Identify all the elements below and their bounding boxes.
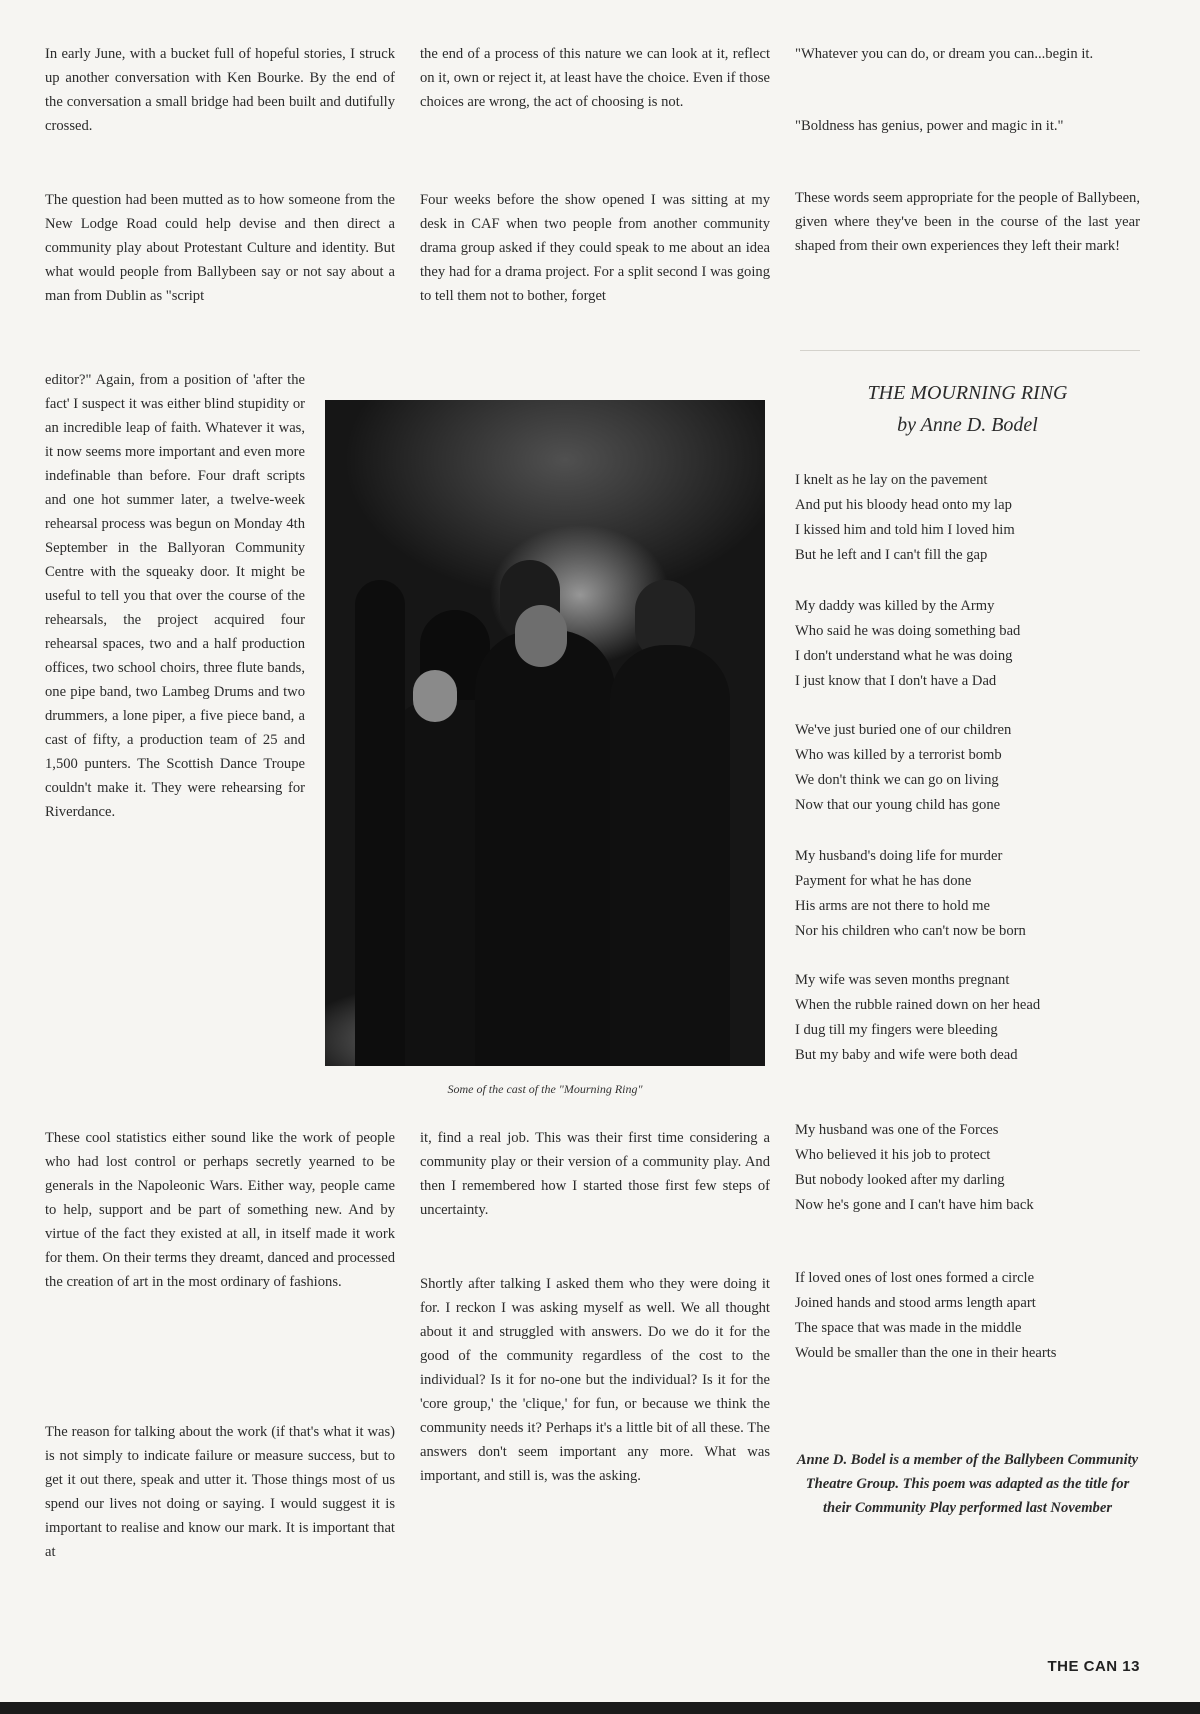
cast-figure <box>610 645 730 1066</box>
cast-figure <box>475 630 615 1066</box>
poem-line: My wife was seven months pregnant <box>795 972 1010 988</box>
cast-photo <box>325 400 765 1066</box>
cast-figure <box>355 580 405 1066</box>
poem-line: The space that was made in the middle <box>795 1320 1022 1336</box>
poem-line: My husband was one of the Forces <box>795 1122 999 1138</box>
poem-line: And put his bloody head onto my lap <box>795 497 1012 513</box>
cast-face <box>413 670 457 722</box>
poem-stanza-7 <box>795 1266 1140 1366</box>
article-col2-paragraph-1: the end of a process of this nature we can look at it, reflect on it, own or reject it, at least have the choice. Even if those choices are wrong, the act of choosing is not. <box>420 46 770 110</box>
poem-stanza-5 <box>795 968 1140 1068</box>
poem-line: But my baby and wife were both dead <box>795 1047 1018 1063</box>
poem-line: Joined hands and stood arms length apart <box>795 1295 1036 1311</box>
poem-line: If loved ones of lost ones formed a circle <box>795 1270 1035 1286</box>
quote-1: "Whatever you can do, or dream you can...begin it. <box>795 46 1094 62</box>
poem-line: I dug till my fingers were bleeding <box>795 1022 998 1038</box>
article-col1-paragraph-3: editor?" Again, from a position of 'after the fact' I suspect it was either blind stupidity or an incredible leap of faith. Whatever it was, it now seems more important and even more indefinable than before. Four draft scripts and one hot summer later, a twelve-week rehearsal process was begun on Monday 4th September in the Ballyoran Community Centre with the squeaky door. It might be useful to tell you that over the course of the rehearsals, the project acquired four rehearsal spaces, two and a half production offices, two school choirs, three flute bands, one pipe band, two Lambeg Drums and two drummers, a lone piper, a five piece band, a cast of fifty, a production team of 25 and 1,500 punters. The Scottish Dance Troupe couldn't make it. They were rehearsing for Riverdance. <box>45 372 305 820</box>
article-col1-paragraph-4: These cool statistics either sound like the work of people who had lost control or perhaps secretly yearned to be generals in the Napoleonic Wars. Either way, people came to help, support and be part of something new. And by virtue of the fact they existed at all, in itself made it work for them. On their terms they dreamt, danced and processed the creation of art in the most ordinary of fashions. <box>45 1130 395 1290</box>
poem-line: I knelt as he lay on the pavement <box>795 472 988 488</box>
poem-stanza-1 <box>795 468 1140 568</box>
poem-line: Who was killed by a terrorist bomb <box>795 747 1002 763</box>
poem-line: Who believed it his job to protect <box>795 1147 991 1163</box>
poem-line: My daddy was killed by the Army <box>795 598 995 614</box>
cast-face <box>515 605 567 667</box>
author-credit: Anne D. Bodel is a member of the Ballybeen Community Theatre Group. This poem was adapted as the title for their Community Play performed last November <box>796 1452 1139 1516</box>
poem-line: Payment for what he has done <box>795 873 972 889</box>
page-number: THE CAN 13 <box>1047 1658 1140 1675</box>
article-col2-paragraph-2: Four weeks before the show opened I was sitting at my desk in CAF when two people from another community drama group asked if they could speak to me about an idea they had for a drama project. For a split second I was going to tell them not to bother, forget <box>420 192 770 304</box>
quote-2: "Boldness has genius, power and magic in it." <box>795 118 1064 134</box>
poem-line: But he left and I can't fill the gap <box>795 547 988 563</box>
poem-line: Now that our young child has gone <box>795 797 1001 813</box>
poem-stanza-2 <box>795 594 1140 694</box>
poem-line: Who said he was doing something bad <box>795 623 1021 639</box>
poem-byline: by Anne D. Bodel <box>897 414 1038 436</box>
bottom-edge <box>0 1702 1200 1714</box>
poem-line: Now he's gone and I can't have him back <box>795 1197 1034 1213</box>
article-col1-paragraph-5: The reason for talking about the work (if that's what it was) is not simply to indicate failure or measure success, but to get it out there, speak and utter it. Those things most of us spend our lives not doing or saying. I would suggest it is important to realise and know our mark. It is important that at <box>45 1424 395 1560</box>
poem-line: But nobody looked after my darling <box>795 1172 1005 1188</box>
poem-line: My husband's doing life for murder <box>795 848 1003 864</box>
photo-caption: Some of the cast of the "Mourning Ring" <box>447 1082 643 1096</box>
poem-line: We don't think we can go on living <box>795 772 999 788</box>
poem-line: When the rubble rained down on her head <box>795 997 1041 1013</box>
article-col2-paragraph-3: it, find a real job. This was their first time considering a community play or their version of a community play. And then I remembered how I started those first few steps of uncertainty. <box>420 1130 770 1218</box>
poem-stanza-6 <box>795 1118 1140 1218</box>
article-col2-paragraph-4: Shortly after talking I asked them who they were doing it for. I reckon I was asking myself as well. We all thought about it and struggled with answers. Do we do it for the good of the community regardless of the cost to the individual? Is it for no-one but the individual? Is it for the 'core group,' the 'clique,' for fun, or because we think the community needs it? Perhaps it's a little bit of all these. The answers don't seem important any more. What was important, and still is, was the asking. <box>420 1276 770 1484</box>
poem-line: We've just buried one of our children <box>795 722 1012 738</box>
article-col1-paragraph-2: The question had been mutted as to how someone from the New Lodge Road could help devise and then direct a community play about Protestant Culture and identity. But what would people from Ballybeen say or not say about a man from Dublin as "script <box>45 192 395 304</box>
article-col3-paragraph: These words seem appropriate for the people of Ballybeen, given where they've been in the course of the last year shaped from their own experiences they left their mark! <box>795 190 1140 254</box>
poem-stanza-4 <box>795 844 1140 944</box>
poem-line: His arms are not there to hold me <box>795 898 990 914</box>
poem-stanza-3 <box>795 718 1140 818</box>
poem-title: THE MOURNING RING <box>867 382 1068 404</box>
poem-line: I just know that I don't have a Dad <box>795 673 997 689</box>
section-divider <box>800 350 1140 351</box>
poem-line: I don't understand what he was doing <box>795 648 1013 664</box>
poem-line: Would be smaller than the one in their hearts <box>795 1345 1057 1361</box>
poem-line: Nor his children who can't now be born <box>795 923 1026 939</box>
article-col1-paragraph-1: In early June, with a bucket full of hopeful stories, I struck up another conversation with Ken Bourke. By the end of the conversation a small bridge had been built and dutifully crossed. <box>45 46 395 134</box>
poem-line: I kissed him and told him I loved him <box>795 522 1015 538</box>
